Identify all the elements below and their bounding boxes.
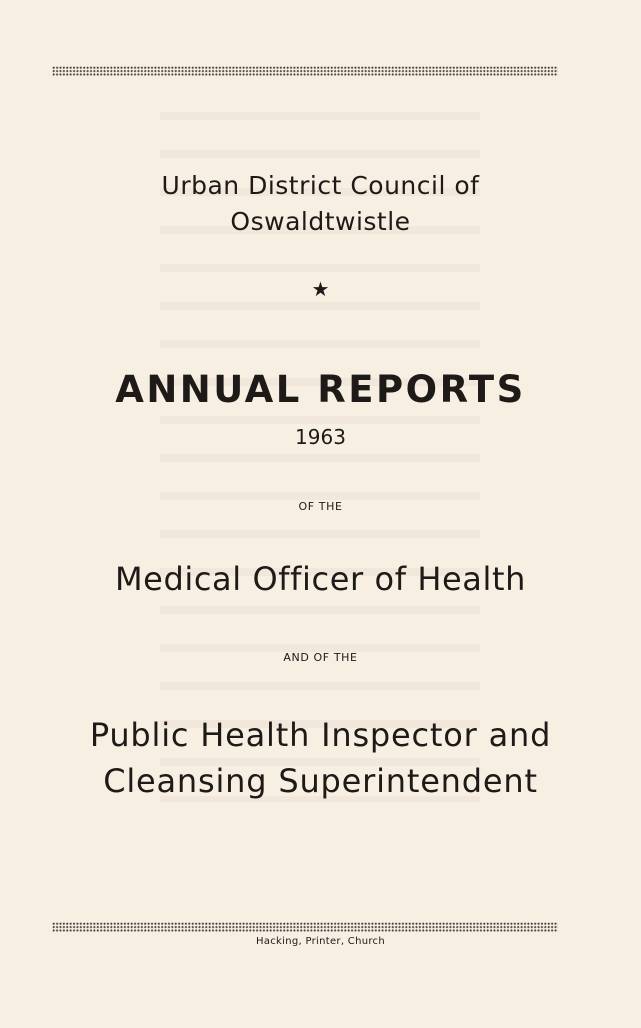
bottom-dotted-rule xyxy=(52,922,558,932)
council-name xyxy=(0,168,641,240)
council-name-line-2: Oswaldtwistle xyxy=(230,207,411,236)
star-icon: ★ xyxy=(311,277,330,301)
inspector-heading-line-1: Public Health Inspector and xyxy=(89,716,552,754)
inspector-heading-line-2: Cleansing Superintendent xyxy=(103,762,538,800)
medical-officer-heading: Medical Officer of Health xyxy=(114,560,527,598)
council-name-line-1: Urban District Council of xyxy=(161,171,480,200)
report-year: 1963 xyxy=(295,425,346,449)
and-of-the-label: AND OF THE xyxy=(283,651,358,664)
of-the-label: OF THE xyxy=(298,500,343,513)
printer-imprint: Hacking, Printer, Church xyxy=(256,936,385,947)
top-dotted-rule xyxy=(52,66,558,76)
report-title: ANNUAL REPORTS xyxy=(115,368,526,411)
inspector-heading xyxy=(0,712,641,804)
